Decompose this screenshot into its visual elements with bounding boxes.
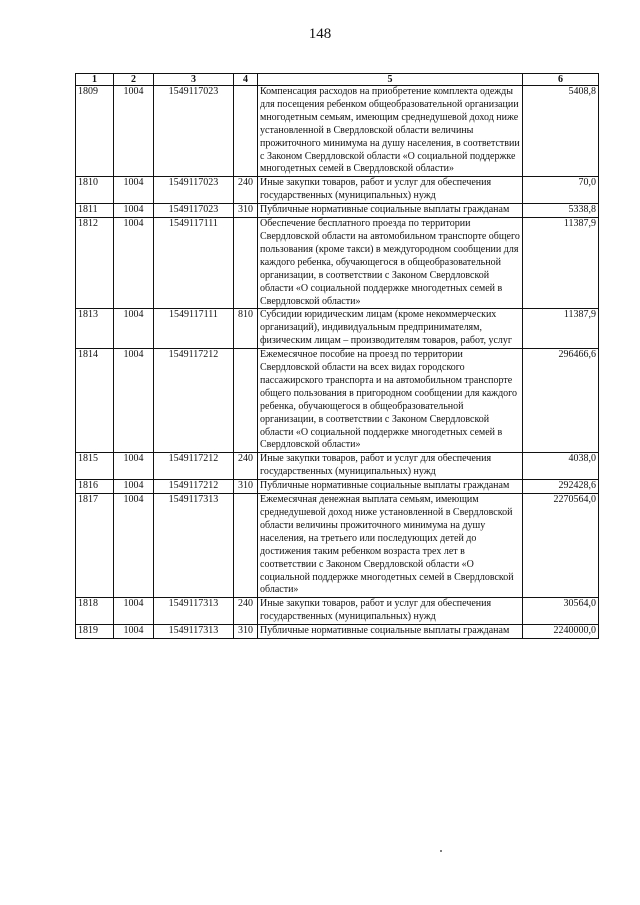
- table-body: [76, 86, 599, 639]
- row-number-cell: 1811: [76, 204, 114, 218]
- section-code-cell: 1004: [114, 349, 154, 453]
- amount-cell: 5408,8: [523, 86, 599, 177]
- amount-cell: 70,0: [523, 177, 599, 204]
- target-article-cell: 1549117313: [154, 494, 234, 598]
- target-article-cell: 1549117111: [154, 218, 234, 309]
- budget-table: [75, 73, 599, 639]
- amount-cell: 4038,0: [523, 453, 599, 480]
- header-col-4: 4: [234, 74, 258, 86]
- amount-cell: 11387,9: [523, 309, 599, 349]
- target-article-cell: 1549117212: [154, 349, 234, 453]
- table-row: [76, 204, 599, 218]
- section-code-cell: 1004: [114, 480, 154, 494]
- item-name-cell: Иные закупки товаров, работ и услуг для обеспечения государственных (муниципальных) нужд: [258, 177, 523, 204]
- expense-kind-cell: [234, 349, 258, 453]
- stray-mark: [440, 850, 442, 852]
- amount-cell: 296466,6: [523, 349, 599, 453]
- header-col-2: 2: [114, 74, 154, 86]
- table-row: [76, 309, 599, 349]
- row-number-cell: 1814: [76, 349, 114, 453]
- header-col-6: 6: [523, 74, 599, 86]
- page-number: 148: [308, 26, 332, 42]
- target-article-cell: 1549117212: [154, 480, 234, 494]
- item-name-cell: Иные закупки товаров, работ и услуг для обеспечения государственных (муниципальных) нужд: [258, 453, 523, 480]
- row-number-cell: 1809: [76, 86, 114, 177]
- table-row: [76, 177, 599, 204]
- header-col-1: 1: [76, 74, 114, 86]
- table-row: [76, 480, 599, 494]
- target-article-cell: 1549117023: [154, 204, 234, 218]
- section-code-cell: 1004: [114, 309, 154, 349]
- section-code-cell: 1004: [114, 598, 154, 625]
- target-article-cell: 1549117023: [154, 177, 234, 204]
- amount-cell: 11387,9: [523, 218, 599, 309]
- amount-cell: 5338,8: [523, 204, 599, 218]
- row-number-cell: 1810: [76, 177, 114, 204]
- expense-kind-cell: 310: [234, 480, 258, 494]
- table-row: [76, 625, 599, 639]
- row-number-cell: 1819: [76, 625, 114, 639]
- section-code-cell: 1004: [114, 177, 154, 204]
- item-name-cell: Компенсация расходов на приобретение комплекта одежды для посещения ребенком общеобразовательной организации многодетным семьям, имеющим среднедушевой доход ниже установленной в Свердловской области величины прожиточного минимума на душу населения, в соответствии с Законом Свердловской области «О социальной поддержке многодетных семей в Свердловской области»: [258, 86, 523, 177]
- expense-kind-cell: [234, 218, 258, 309]
- expense-kind-cell: 310: [234, 204, 258, 218]
- row-number-cell: 1813: [76, 309, 114, 349]
- expense-kind-cell: 310: [234, 625, 258, 639]
- amount-cell: 2240000,0: [523, 625, 599, 639]
- table-row: [76, 86, 599, 177]
- section-code-cell: 1004: [114, 453, 154, 480]
- item-name-cell: Иные закупки товаров, работ и услуг для обеспечения государственных (муниципальных) нужд: [258, 598, 523, 625]
- target-article-cell: 1549117212: [154, 453, 234, 480]
- row-number-cell: 1816: [76, 480, 114, 494]
- item-name-cell: Ежемесячная денежная выплата семьям, имеющим среднедушевой доход ниже установленной в Свердловской области величины прожиточного минимума на душу населения, на третьего или последующих детей до достижения таким ребенком возраста трех лет в соответствии с Законом Свердловской области «О социальной поддержке многодетных семей в Свердловской области»: [258, 494, 523, 598]
- item-name-cell: Публичные нормативные социальные выплаты гражданам: [258, 625, 523, 639]
- section-code-cell: 1004: [114, 204, 154, 218]
- item-name-cell: Субсидии юридическим лицам (кроме некоммерческих организаций), индивидуальным предпринимателям, физическим лицам – производителям товаров, работ, услуг: [258, 309, 523, 349]
- header-row: [76, 74, 599, 86]
- table-row: [76, 494, 599, 598]
- item-name-cell: Публичные нормативные социальные выплаты гражданам: [258, 204, 523, 218]
- table-row: [76, 349, 599, 453]
- item-name-cell: Ежемесячное пособие на проезд по территории Свердловской области на всех видах городского пассажирского транспорта и на автомобильном транспорте общего пользования в пригородном сообщении для каждого ребенка, обучающегося в общеобразовательной организации, в соответствии с Законом Свердловской области «О социальной поддержке многодетных семей в Свердловской области»: [258, 349, 523, 453]
- amount-cell: 30564,0: [523, 598, 599, 625]
- section-code-cell: 1004: [114, 86, 154, 177]
- table-row: [76, 218, 599, 309]
- expense-kind-cell: 240: [234, 453, 258, 480]
- row-number-cell: 1818: [76, 598, 114, 625]
- item-name-cell: Публичные нормативные социальные выплаты гражданам: [258, 480, 523, 494]
- target-article-cell: 1549117313: [154, 598, 234, 625]
- row-number-cell: 1817: [76, 494, 114, 598]
- header-col-3: 3: [154, 74, 234, 86]
- table-row: [76, 453, 599, 480]
- expense-kind-cell: [234, 86, 258, 177]
- row-number-cell: 1812: [76, 218, 114, 309]
- expense-kind-cell: 810: [234, 309, 258, 349]
- section-code-cell: 1004: [114, 494, 154, 598]
- target-article-cell: 1549117023: [154, 86, 234, 177]
- row-number-cell: 1815: [76, 453, 114, 480]
- expense-kind-cell: 240: [234, 177, 258, 204]
- amount-cell: 292428,6: [523, 480, 599, 494]
- amount-cell: 2270564,0: [523, 494, 599, 598]
- table-row: [76, 598, 599, 625]
- expense-kind-cell: 240: [234, 598, 258, 625]
- section-code-cell: 1004: [114, 625, 154, 639]
- target-article-cell: 1549117111: [154, 309, 234, 349]
- target-article-cell: 1549117313: [154, 625, 234, 639]
- section-code-cell: 1004: [114, 218, 154, 309]
- item-name-cell: Обеспечение бесплатного проезда по территории Свердловской области на автомобильном транспорте общего пользования (кроме такси) в междугородном сообщении для каждого ребенка, обучающегося в общеобразовательной организации, в соответствии с Законом Свердловской области «О социальной поддержке многодетных семей в Свердловской области»: [258, 218, 523, 309]
- header-col-5: 5: [258, 74, 523, 86]
- expense-kind-cell: [234, 494, 258, 598]
